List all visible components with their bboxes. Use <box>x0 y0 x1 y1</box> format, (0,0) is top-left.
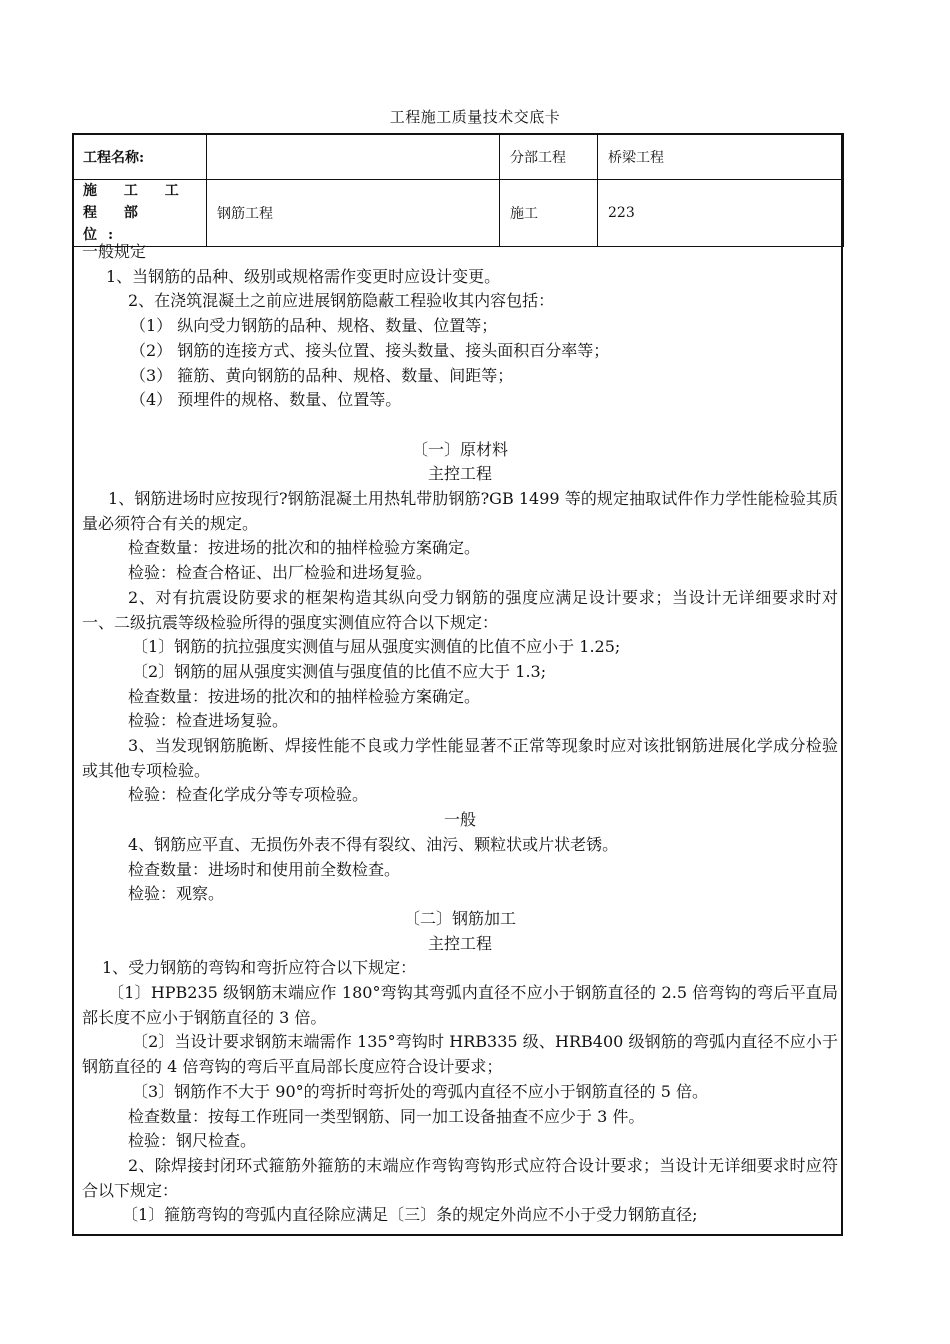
paragraph: 2、对有抗震设防要求的框架构造其纵向受力钢筋的强度应满足设计要求；当设计无详细要求时对一、二级抗震等级检验所得的强度实测值应符合以下规定： <box>82 587 838 632</box>
header-table <box>72 133 844 247</box>
header-row-project <box>73 134 844 180</box>
list-item: 〔2〕钢筋的屈从强度实测值与强度值的比值不应大于 1.3; <box>132 661 547 681</box>
sub-project-label: 分部工程 <box>500 134 598 180</box>
list-item: 〔3〕钢筋作不大于 90°的弯折时弯折处的弯弧内直径不应小于钢筋直径的 5 倍。 <box>132 1081 708 1101</box>
list-item: （1） 纵向受力钢筋的品种、规格、数量、位置等； <box>130 316 498 336</box>
paragraph: 4、钢筋应平直、无损伤外表不得有裂纹、油污、颗粒状或片状老锈。 <box>128 834 619 854</box>
list-item: 〔1〕HPB235 级钢筋末端应作 180°弯钩其弯弧内直径不应小于钢筋直径的 2.5 倍弯钩的弯后平直局部长度不应小于钢筋直径的 3 倍。 <box>82 983 838 1027</box>
section-heading: 〔二〕钢筋加工 <box>403 908 516 928</box>
paragraph: 3、当发现钢筋脆断、焊接性能不良或力学性能显著不正常等现象时应对该批钢筋进展化学成分检验或其他专项检验。 <box>82 736 838 780</box>
project-name-label: 工程名称: <box>73 134 207 180</box>
list-item: 〔1〕钢筋的抗拉强度实测值与屈从强度实测值的比值不应小于 1.25; <box>132 637 621 657</box>
paragraph: 检查数量：按每工作班同一类型钢筋、同一加工设备抽查不应少于 3 件。 <box>128 1106 645 1126</box>
paragraph: 1、当钢筋的品种、级别或规格需作变更时应设计变更。 <box>106 266 501 286</box>
section-heading: 一般规定 <box>82 242 147 261</box>
document-title: 工程施工质量技术交底卡 <box>389 108 561 126</box>
paragraph: 检查数量：进场时和使用前全数检查。 <box>128 859 401 879</box>
list-item: 〔1〕箍筋弯钩的弯弧内直径除应满足〔三〕条的规定外尚应不小于受力钢筋直径; <box>122 1205 698 1225</box>
document-body <box>82 240 838 1228</box>
list-item: （4） 预埋件的规格、数量、位置等。 <box>130 390 402 410</box>
paragraph: 2、除焊接封闭环式箍筋外箍筋的末端应作弯钩弯钩形式应符合设计要求；当设计无详细要求时应符合以下规定： <box>82 1156 838 1200</box>
list-item: （2） 钢筋的连接方式、接头位置、接头数量、接头面积百分率等； <box>130 340 610 360</box>
list-item: （3） 箍筋、黄向钢筋的品种、规格、数量、间距等； <box>130 365 514 385</box>
sub-project-value: 桥梁工程 <box>598 134 844 180</box>
part-label: 施 工 工 程 部 位: <box>73 180 207 247</box>
project-name-value <box>207 134 500 180</box>
blank-line <box>82 413 838 438</box>
list-item: 〔2〕当设计要求钢筋末端需作 135°弯钩时 HRB335 级、HRB400 级钢筋的弯弧内直径不应小于钢筋直径的 4 倍弯钩的弯后平直局部长度应符合设计要求； <box>82 1032 838 1077</box>
paragraph: 检验：检查化学成分等专项检验。 <box>128 785 369 805</box>
paragraph: 检验：观察。 <box>128 884 225 904</box>
paragraph: 1、受力钢筋的弯钩和弯折应符合以下规定： <box>102 958 417 978</box>
subsection-heading: 主控工程 <box>427 464 492 484</box>
paragraph: 1、钢筋进场时应按现行?钢筋混凝土用热轧带肋钢筋?GB 1499 等的规定抽取试件作力学性能检验其质量必须符合有关的规定。 <box>82 489 838 533</box>
part-value: 钢筋工程 <box>207 180 500 247</box>
paragraph: 检验：检查合格证、出厂检验和进场复验。 <box>128 563 433 583</box>
subsection-heading: 主控工程 <box>427 933 492 953</box>
header-row-part <box>73 180 844 247</box>
paragraph: 2、在浇筑混凝土之前应进展钢筋隐蔽工程验收其内容包括： <box>128 291 555 311</box>
paragraph: 检验：检查进场复验。 <box>128 711 289 731</box>
construction-value: 223 <box>598 180 844 247</box>
section-heading: 〔一〕原材料 <box>411 439 508 459</box>
paragraph: 检验：钢尺检查。 <box>128 1131 257 1151</box>
paragraph: 检查数量：按进场的批次和的抽样检验方案确定。 <box>128 686 481 706</box>
construction-label: 施工 <box>500 180 598 247</box>
paragraph: 检查数量：按进场的批次和的抽样检验方案确定。 <box>128 538 481 558</box>
subsection-heading: 一般 <box>443 810 476 830</box>
